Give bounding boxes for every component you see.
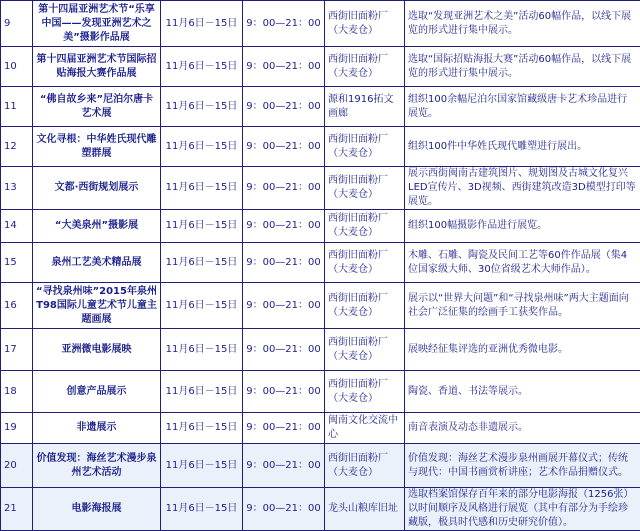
- cell-time: 9：00—21：00: [243, 210, 325, 243]
- cell-date: 11月6日－15日: [161, 210, 243, 243]
- cell-desc: 价值发现：海丝艺术漫步泉州画展开幕仪式；传统与现代：中国书画赏析讲座；艺术作品捐赠仪式。: [405, 444, 640, 488]
- cell-desc: 组织100幅摄影作品进行展览。: [405, 210, 640, 243]
- cell-desc: 组织100余幅尼泊尔国家馆藏级唐卡艺术珍品进行展览。: [405, 87, 640, 127]
- cell-date: 11月6日－15日: [161, 243, 243, 283]
- cell-date: 11月6日－15日: [161, 371, 243, 413]
- cell-venue: 西街旧面粉厂（大麦仓）: [325, 329, 405, 371]
- cell-venue: 西街旧面粉厂（大麦仓）: [325, 243, 405, 283]
- table-row: [1, 87, 640, 127]
- cell-date: 11月6日－15日: [161, 47, 243, 87]
- table-row: [1, 127, 640, 167]
- cell-name: 亚洲微电影展映: [33, 329, 161, 371]
- cell-num: 15: [1, 243, 33, 283]
- cell-time: 9：00—21：00: [243, 47, 325, 87]
- table-row: [1, 283, 640, 329]
- cell-time: 9：00—21：00: [243, 329, 325, 371]
- cell-num: 21: [1, 488, 33, 531]
- table-row: [1, 329, 640, 371]
- cell-venue: 西街旧面粉厂（大麦仓）: [325, 167, 405, 210]
- table-row: [1, 167, 640, 210]
- cell-venue: 闽南文化交流中心: [325, 413, 405, 444]
- cell-time: 9：00—21：00: [243, 167, 325, 210]
- cell-desc: 选取“发现亚洲艺术之美”活动60幅作品，以线下展览的形式进行集中展示。: [405, 1, 640, 47]
- cell-date: 11月6日－15日: [161, 413, 243, 444]
- cell-time: 9：00—21：00: [243, 444, 325, 488]
- cell-time: 9：00—21：00: [243, 488, 325, 531]
- cell-name: “寻找泉州味”2015年泉州T98国际儿童艺术节儿童主题画展: [33, 283, 161, 329]
- table-body: [1, 1, 640, 531]
- cell-date: 11月6日－15日: [161, 488, 243, 531]
- table-row: [1, 1, 640, 47]
- cell-time: 9：00—21：00: [243, 87, 325, 127]
- table-row: [1, 371, 640, 413]
- table-row: [1, 413, 640, 444]
- cell-date: 11月6日－15日: [161, 127, 243, 167]
- cell-date: 11月6日－15日: [161, 444, 243, 488]
- cell-date: 11月6日－15日: [161, 329, 243, 371]
- cell-num: 17: [1, 329, 33, 371]
- cell-desc: 选取档案馆保存百年来的部分电影海报（1256张）以时间顺序及风格进行展览（其中有部分为手绘珍藏版，极具时代感和历史研究价值）。: [405, 488, 640, 531]
- cell-time: 9：00—21：00: [243, 283, 325, 329]
- cell-name: 非遗展示: [33, 413, 161, 444]
- cell-venue: 龙头山粮库旧址: [325, 488, 405, 531]
- cell-venue: 西街旧面粉厂（大麦仓）: [325, 444, 405, 488]
- cell-date: 11月6日－15日: [161, 1, 243, 47]
- cell-venue: 源和1916拓文画廊: [325, 87, 405, 127]
- cell-venue: 西街旧面粉厂（大麦仓）: [325, 210, 405, 243]
- cell-date: 11月6日－15日: [161, 167, 243, 210]
- cell-num: 11: [1, 87, 33, 127]
- table-row: [1, 47, 640, 87]
- cell-time: 9：00—21：00: [243, 1, 325, 47]
- cell-desc: 南音表演及动态非遗展示。: [405, 413, 640, 444]
- cell-name: 文都·西街规划展示: [33, 167, 161, 210]
- table-row: [1, 488, 640, 531]
- cell-name: 创意产品展示: [33, 371, 161, 413]
- cell-name: 第十四届亚洲艺术节“乐享中国——发现亚洲艺术之美”摄影作品展: [33, 1, 161, 47]
- cell-date: 11月6日－15日: [161, 87, 243, 127]
- cell-name: 文化寻根：中华姓氏现代雕塑群展: [33, 127, 161, 167]
- cell-num: 12: [1, 127, 33, 167]
- cell-date: 11月6日－15日: [161, 283, 243, 329]
- cell-num: 16: [1, 283, 33, 329]
- cell-time: 9：00—21：00: [243, 243, 325, 283]
- cell-name: 第十四届亚洲艺术节国际招贴海报大赛作品展: [33, 47, 161, 87]
- cell-desc: 陶瓷、香道、书法等展示。: [405, 371, 640, 413]
- cell-desc: 展示以“世界大问题”和“寻找泉州味”两大主题面向社会广泛征集的绘画手工获奖作品。: [405, 283, 640, 329]
- cell-desc: 展映经征集评选的亚洲优秀微电影。: [405, 329, 640, 371]
- cell-num: 10: [1, 47, 33, 87]
- cell-time: 9：00—21：00: [243, 413, 325, 444]
- cell-name: 价值发现：海丝艺术漫步泉州艺术活动: [33, 444, 161, 488]
- cell-name: “大美泉州”摄影展: [33, 210, 161, 243]
- cell-venue: 西街旧面粉厂（大麦仓）: [325, 283, 405, 329]
- cell-num: 18: [1, 371, 33, 413]
- cell-name: 电影海报展: [33, 488, 161, 531]
- table-row: [1, 243, 640, 283]
- cell-num: 9: [1, 1, 33, 47]
- cell-num: 19: [1, 413, 33, 444]
- cell-name: “佛自故乡来”尼泊尔唐卡艺术展: [33, 87, 161, 127]
- cell-venue: 西街旧面粉厂（大麦仓）: [325, 371, 405, 413]
- cell-venue: 西街旧面粉厂（大麦仓）: [325, 47, 405, 87]
- cell-desc: 选取“国际招贴海报大赛”活动60幅作品，以线下展览的形式进行集中展示。: [405, 47, 640, 87]
- cell-time: 9：00—21：00: [243, 127, 325, 167]
- cell-name: 泉州工艺美术精品展: [33, 243, 161, 283]
- cell-num: 20: [1, 444, 33, 488]
- cell-desc: 组织100件中华姓氏现代雕塑进行展出。: [405, 127, 640, 167]
- cell-num: 13: [1, 167, 33, 210]
- table-row: [1, 210, 640, 243]
- cell-venue: 西街旧面粉厂（大麦仓）: [325, 127, 405, 167]
- cell-num: 14: [1, 210, 33, 243]
- cell-desc: 展示西街闽南古建筑图片、规划图及古城文化复兴LED宣传片、3D视频、西街建筑改造3D模型打印等展览。: [405, 167, 640, 210]
- cell-desc: 木雕、石雕、陶瓷及民间工艺等60件作品展（集4位国家级大师、30位省级艺术大师作品）。: [405, 243, 640, 283]
- table-row: [1, 444, 640, 488]
- cell-time: 9：00—21：00: [243, 371, 325, 413]
- cell-venue: 西街旧面粉厂（大麦仓）: [325, 1, 405, 47]
